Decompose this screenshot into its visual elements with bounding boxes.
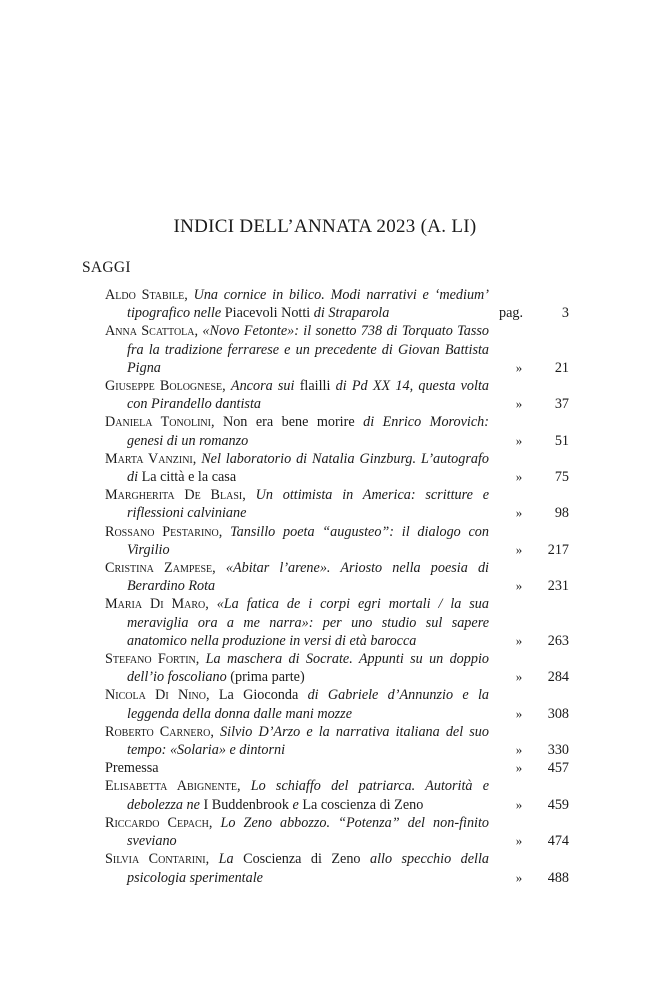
ditto-mark: » [515, 469, 523, 485]
page-number: 217 [547, 541, 569, 558]
toc-entry-text: Giuseppe Bolognese, Ancora sui flailli di Pd XX 14, questa volta con Pirandello dantista [105, 378, 489, 413]
toc-author: Anna Scattola [105, 323, 195, 340]
page-number: 231 [547, 578, 569, 595]
toc-page-ref [499, 832, 569, 850]
toc-entry [105, 650, 569, 686]
toc-page-ref [499, 759, 569, 777]
toc-page-ref [499, 632, 569, 650]
page-number: 21 [554, 359, 569, 376]
toc-page-ref [499, 395, 569, 413]
toc-page-ref [499, 577, 569, 595]
toc-title-italic: Lo schiaffo del patriarca. Autorità e debolezza ne [127, 778, 489, 813]
toc-title-italic: di Gabriele d’Annunzio e la leggenda della donna dalle mani mozze [127, 687, 489, 722]
ditto-mark: » [515, 505, 523, 521]
toc-entry [105, 559, 569, 595]
toc-title-roman: La città e la casa [141, 469, 237, 486]
toc-title-italic: Ancora sui [230, 378, 300, 395]
toc-entry [105, 850, 569, 886]
ditto-mark: » [515, 669, 523, 685]
ditto-mark: » [515, 359, 523, 375]
toc-page-ref [499, 468, 569, 486]
toc-title-roman: La coscienza di Zeno [302, 796, 424, 813]
toc-author: Rossano Pestarino [105, 523, 219, 540]
toc-title-roman: flailli [299, 378, 331, 395]
toc-page-ref [499, 541, 569, 559]
toc-page-ref [499, 359, 569, 377]
toc-entry-text: Silvia Contarini, La Coscienza di Zeno allo specchio della psicologia sperimentale [105, 851, 490, 886]
page-label: pag. [499, 305, 524, 322]
toc-title-roman: (prima parte) [230, 669, 305, 686]
page-number: 51 [554, 432, 569, 449]
toc-author: Maria Di Maro [105, 596, 206, 613]
toc-title-italic: Un ottimista in America: scritture e riflessioni calviniane [127, 487, 490, 522]
ditto-mark: » [515, 869, 523, 885]
ditto-mark: » [515, 432, 523, 448]
page-title: INDICI DELL’ANNATA 2023 (A. LI) [173, 216, 477, 237]
toc-title-italic: Lo Zeno abbozzo. “Potenza” del non-finito sveviano [127, 814, 490, 850]
page-number: 474 [547, 833, 569, 850]
toc-page-ref [499, 504, 569, 522]
page-number: 459 [547, 796, 569, 813]
ditto-mark: » [515, 541, 523, 557]
toc-author: Riccardo Cepach [105, 814, 209, 831]
toc-title-italic: «Abitar l’arene». Ariosto nella poesia di Berardino Rota [127, 560, 490, 595]
toc-title-roman: Piacevoli Notti [224, 305, 311, 322]
page-number: 488 [547, 869, 569, 886]
toc-title-italic: Silvio D’Arzo e la narrativa italiana del suo tempo: «Solaria» e dintorni [127, 723, 489, 759]
toc-entry-text: Rossano Pestarino, Tansillo poeta “augusteo”: il dialogo con Virgilio [105, 523, 489, 558]
toc-page-ref [499, 705, 569, 723]
page-number: 98 [554, 505, 569, 522]
toc-entry [105, 450, 569, 486]
toc-entry [105, 377, 569, 413]
toc-entry [105, 777, 569, 813]
toc-entry-text: Marta Vanzini, Nel laboratorio di Natalia Ginzburg. L’autografo di La città e la casa [105, 450, 490, 486]
toc-author: Margherita De Blasi [105, 487, 243, 504]
toc-author: Aldo Stabile [105, 287, 185, 303]
toc-title-roman: Coscienza di Zeno [243, 851, 361, 868]
toc-title-roman: La Gioconda [218, 687, 299, 704]
ditto-mark: » [515, 632, 523, 648]
toc-author: Roberto Carnero [105, 723, 211, 740]
toc-entry [105, 686, 569, 722]
toc-entry-text: Stefano Fortin, La maschera di Socrate. Appunti su un doppio dell’io foscoliano (prima parte) [105, 651, 490, 686]
toc-author: Marta Vanzini [105, 450, 193, 467]
toc-page-ref [499, 869, 569, 887]
toc-title-italic: «La fatica de i corpi egri mortali / la sua meraviglia ora a me narra»: per uno studio sul sapere anatomico nella produzione in versi di età barocca [127, 596, 489, 649]
table-of-contents [105, 286, 569, 887]
toc-author: Nicola Di Nino [105, 687, 206, 704]
toc-author: Elisabetta Abignente [105, 778, 237, 795]
page-number: 284 [547, 669, 569, 686]
page-number: 308 [547, 705, 569, 722]
toc-entry [105, 286, 569, 322]
toc-title-italic: Tansillo poeta “augusteo”: il dialogo con Virgilio [127, 523, 489, 558]
toc-entry [105, 595, 569, 650]
toc-entry [105, 322, 569, 377]
toc-entry-text: Roberto Carnero, Silvio D’Arzo e la narrativa italiana del suo tempo: «Solaria» e dintorni [105, 723, 489, 759]
toc-title-italic: «Novo Fetonte»: il sonetto 738 di Torquato Tasso fra la tradizione ferrarese e un precedente di Giovan Battista Pigna [127, 323, 489, 376]
toc-page-ref [499, 432, 569, 450]
toc-title-italic: Una cornice in bilico. Modi narrativi e ‘medium’ tipografico nelle [127, 287, 490, 322]
ditto-mark: » [515, 742, 523, 758]
toc-author: Stefano Fortin [105, 651, 196, 668]
page-number: 75 [554, 469, 569, 486]
toc-title-italic: La maschera di Socrate. Appunti su un doppio dell’io foscoliano [127, 651, 490, 686]
toc-title-italic: di Straparola [310, 305, 390, 322]
toc-entry-text: Cristina Zampese, «Abitar l’arene». Ariosto nella poesia di Berardino Rota [105, 560, 490, 595]
toc-entry-text: Maria Di Maro, «La fatica de i corpi egri mortali / la sua meraviglia ora a me narra»: per uno studio sul sapere anatomico nella produzione in versi di età barocca [105, 596, 489, 649]
toc-page-ref [499, 796, 569, 814]
toc-entry [105, 523, 569, 559]
ditto-mark: » [515, 705, 523, 721]
ditto-mark: » [515, 833, 523, 849]
toc-title-roman: I Buddenbrook [203, 796, 289, 813]
toc-author: Giuseppe Bolognese [105, 378, 223, 395]
section-heading: SAGGI [82, 259, 131, 276]
ditto-mark: » [515, 796, 523, 812]
page-number: 37 [554, 396, 569, 413]
page-number: 330 [547, 742, 569, 759]
toc-entry [105, 759, 569, 777]
page-number: 3 [561, 305, 569, 322]
toc-entry-text: Aldo Stabile, Una cornice in bilico. Modi narrativi e ‘medium’ tipografico nelle Piacevoli Notti di Straparola [105, 287, 490, 322]
toc-title-italic: Nel laboratorio di Natalia Ginzburg. L’autografo di [127, 450, 490, 486]
page-number: 263 [547, 632, 569, 649]
toc-entry [105, 413, 569, 449]
ditto-mark: » [515, 760, 523, 776]
toc-entry-text: Margherita De Blasi, Un ottimista in America: scritture e riflessioni calviniane [105, 487, 490, 522]
toc-title-italic: La [218, 851, 244, 868]
toc-page-ref [499, 304, 569, 322]
toc-author: Cristina Zampese [105, 560, 213, 577]
ditto-mark: » [515, 396, 523, 412]
toc-entry-text: Nicola Di Nino, La Gioconda di Gabriele d’Annunzio e la leggenda della donna dalle mani mozze [105, 687, 489, 722]
ditto-mark: » [515, 578, 523, 594]
toc-entry [105, 814, 569, 850]
toc-page-ref [499, 668, 569, 686]
toc-entry-text: Anna Scattola, «Novo Fetonte»: il sonetto 738 di Torquato Tasso fra la tradizione ferrarese e un precedente di Giovan Battista Pigna [105, 323, 489, 376]
toc-title-roman: Non era bene morire [222, 414, 355, 431]
toc-entry [105, 723, 569, 759]
toc-author: Silvia Contarini [105, 851, 206, 868]
page-number: 457 [547, 760, 569, 777]
toc-title-italic: di Pd XX 14, questa volta con Pirandello dantista [127, 378, 489, 413]
toc-title-roman: Premessa [105, 760, 159, 777]
toc-entry [105, 486, 569, 522]
toc-author: Daniela Tonolini [105, 414, 211, 431]
toc-entry-text: Elisabetta Abignente, Lo schiaffo del patriarca. Autorità e debolezza ne I Buddenbrook e La coscienza di Zeno [105, 778, 489, 813]
toc-entry-text: Riccardo Cepach, Lo Zeno abbozzo. “Potenza” del non-finito sveviano [105, 814, 490, 850]
toc-title-italic: e [288, 796, 303, 813]
toc-title-italic: di Enrico Morovich: genesi di un romanzo [127, 414, 489, 449]
toc-page-ref [499, 741, 569, 759]
toc-title-italic: allo specchio della psicologia sperimentale [127, 851, 490, 886]
toc-entry-text: Daniela Tonolini, Non era bene morire di Enrico Morovich: genesi di un romanzo [105, 414, 489, 449]
toc-entry-text [105, 759, 489, 777]
